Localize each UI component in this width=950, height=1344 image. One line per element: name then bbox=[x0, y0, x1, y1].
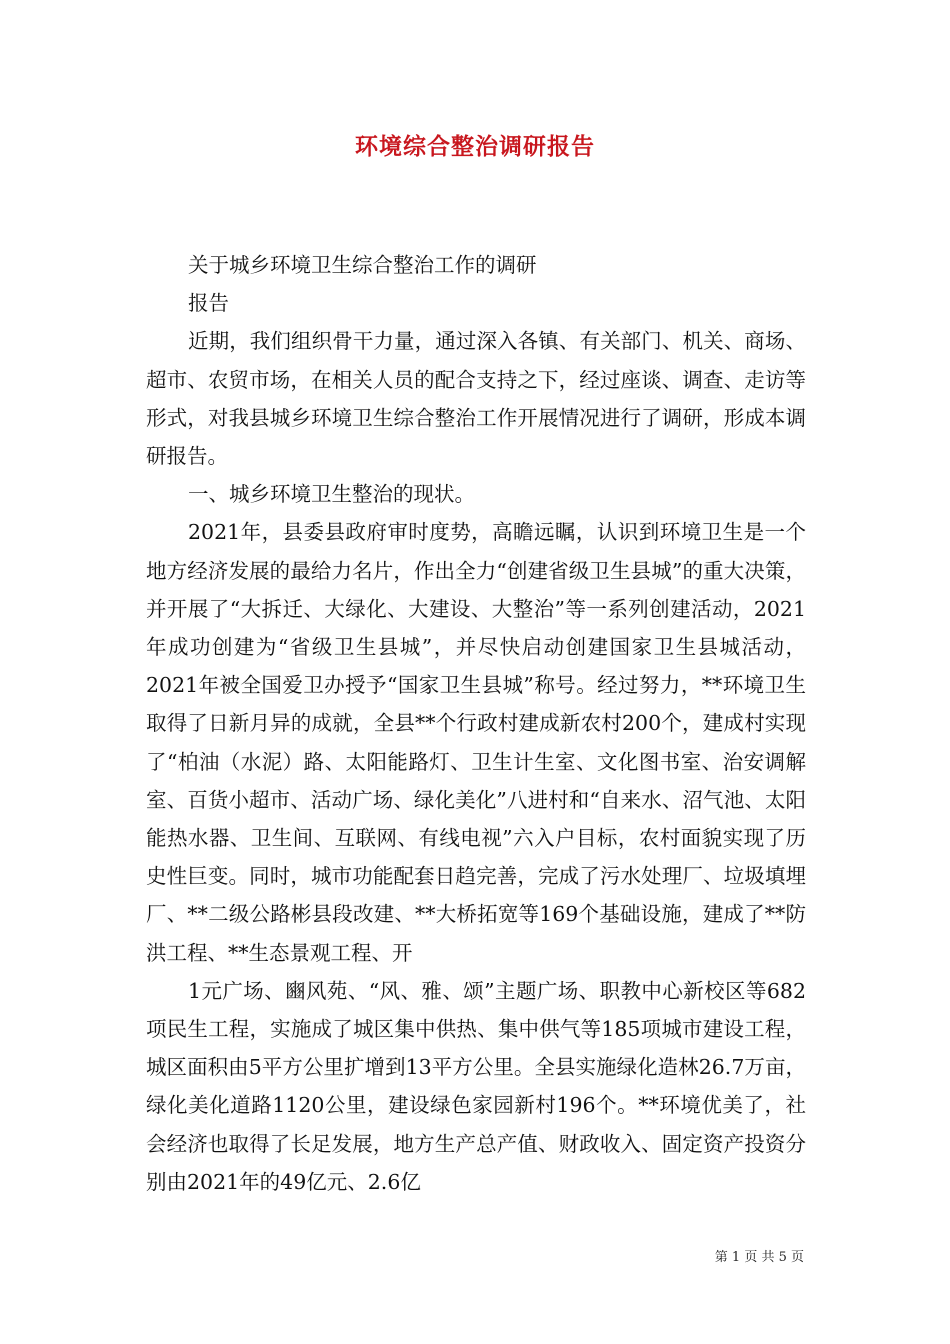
paragraph-intro: 近期，我们组织骨干力量，通过深入各镇、有关部门、机关、商场、超市、农贸市场，在相关人员的配合支持之下，经过座谈、调查、走访等形式，对我县城乡环境卫生综合整治工作开展情况进行了调研，形成本调研报告。 bbox=[146, 329, 806, 469]
paragraph-status: 2021年，县委县政府审时度势，高瞻远瞩，认识到环境卫生是一个地方经济发展的最给力名片，作出全力“创建省级卫生县城”的重大决策，并开展了“大拆迁、大绿化、大建设、大整治”等一系列创建活动，2021年成功创建为“省级卫生县城”，并尽快启动创建国家卫生县城活动，2021年被全国爱卫办授予“国家卫生县城”称号。经过努力，**环境卫生取得了日新月异的成就，全县**个行政村建成新农村200个，建成村实现了“柏油（水泥）路、太阳能路灯、卫生计生室、文化图书室、治安调解室、百货小超市、活动广场、绿化美化”八进村和“自来水、沼气池、太阳能热水器、卫生间、互联网、有线电视”六入户目标，农村面貌实现了历史性巨变。同时，城市功能配套日趋完善，完成了污水处理厂、垃圾填埋厂、**二级公路彬县段改建、**大桥拓宽等169个基础设施，建成了**防洪工程、**生态景观工程、开 bbox=[146, 520, 806, 965]
section-heading: 一、城乡环境卫生整治的现状。 bbox=[188, 482, 475, 507]
paragraph-continued: 1元广场、豳风苑、“风、雅、颂”主题广场、职教中心新校区等682项民生工程，实施成了城区集中供热、集中供气等185项城市建设工程，城区面积由5平方公里扩增到13平方公里。全县实施绿化造林26.7万亩，绿化美化道路1120公里，建设绿色家园新村196个。**环境优美了，社会经济也取得了长足发展，地方生产总产值、财政收入、固定资产投资分别由2021年的49亿元、2.6亿 bbox=[146, 978, 806, 1194]
paragraph-subtitle-2: 报告 bbox=[188, 291, 229, 316]
document-body bbox=[146, 246, 806, 1201]
paragraph-subtitle-1: 关于城乡环境卫生综合整治工作的调研 bbox=[188, 253, 537, 277]
document-title: 环境综合整治调研报告 bbox=[355, 133, 595, 160]
page-number: 第 1 页 共 5 页 bbox=[714, 1250, 804, 1265]
